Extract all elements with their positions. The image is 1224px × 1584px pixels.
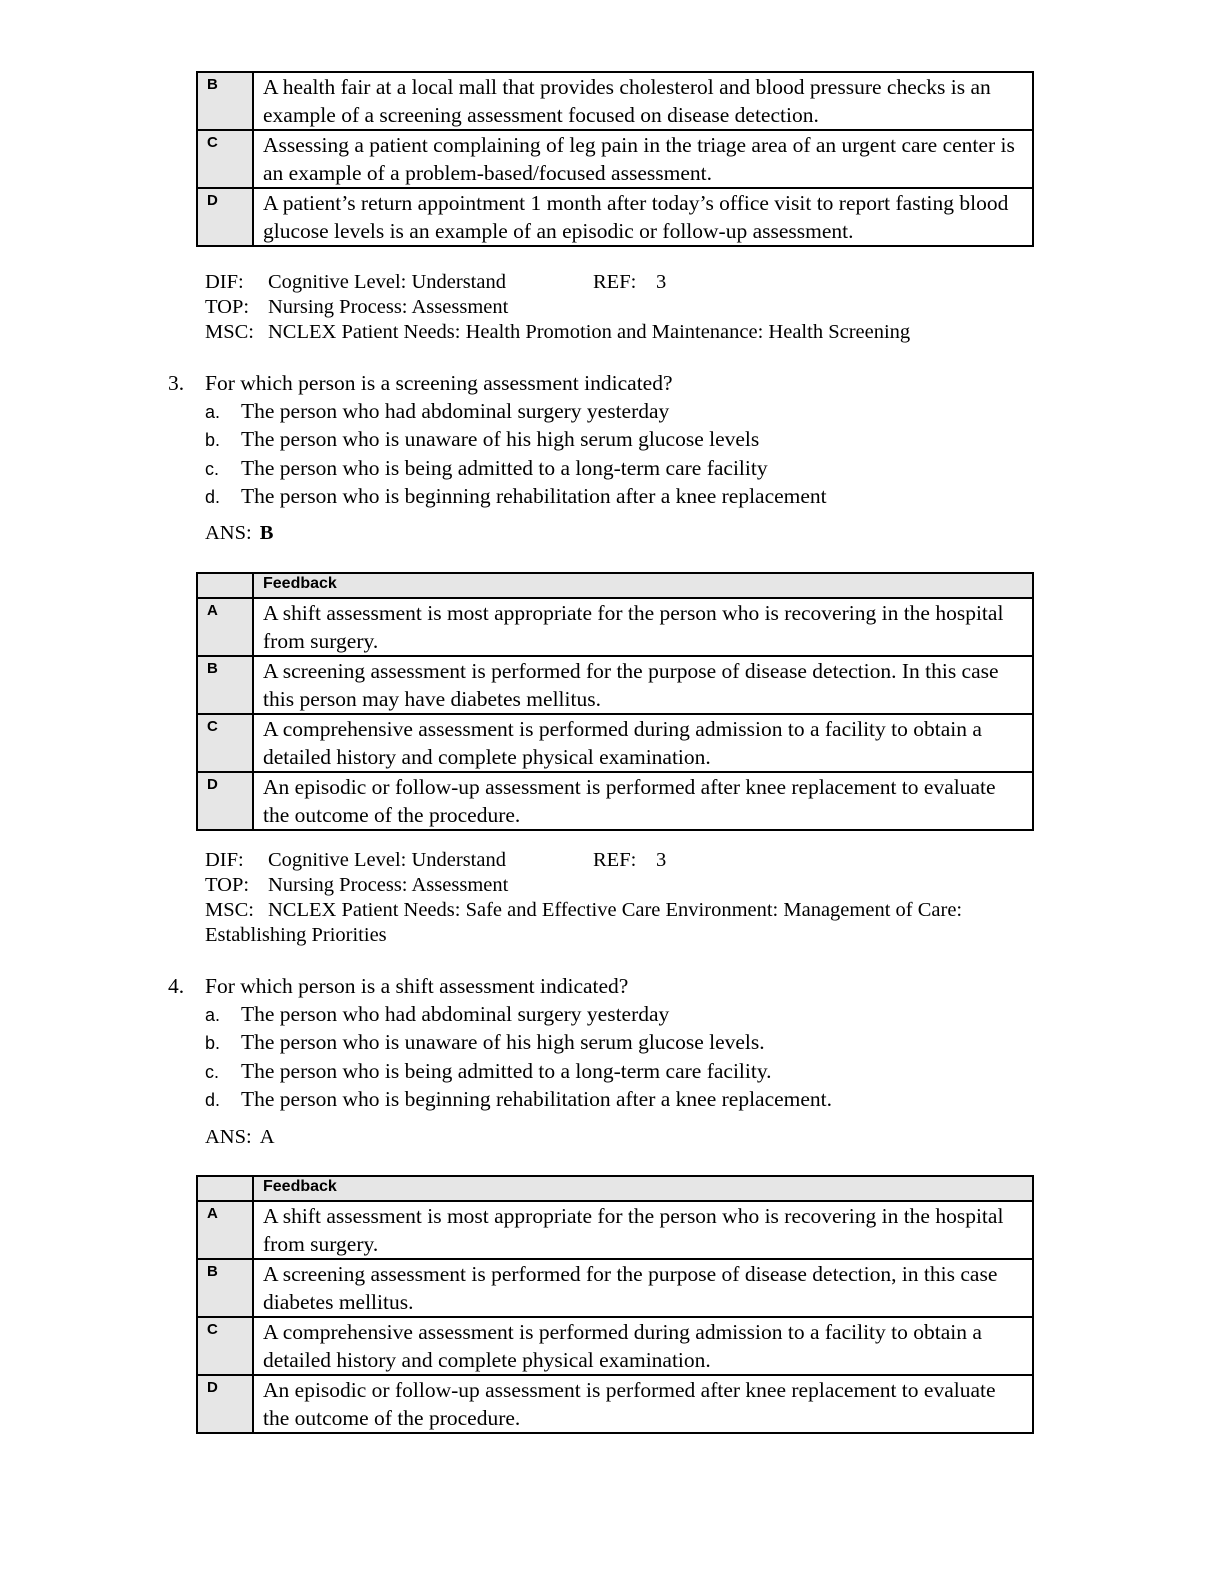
- feedback-header: Feedback: [253, 573, 1033, 598]
- feedback-row-b: [197, 1259, 1033, 1317]
- question-3: [168, 370, 827, 512]
- question-stem: [168, 973, 832, 1001]
- feedback-letter: A: [197, 1201, 253, 1259]
- option-c: [168, 1058, 832, 1087]
- feedback-letter: D: [197, 1375, 253, 1433]
- dif-line: [205, 848, 962, 873]
- msc-line-continued: [205, 923, 962, 948]
- feedback-header: Feedback: [253, 1176, 1033, 1201]
- option-text: The person who had abdominal surgery yesterday: [241, 398, 670, 423]
- feedback-text: A screening assessment is performed for the purpose of disease detection, in this case diabetes mellitus.: [253, 1259, 1033, 1317]
- option-letter: a.: [205, 401, 221, 422]
- feedback-row-d: [197, 1375, 1033, 1433]
- option-text: The person who is being admitted to a long-term care facility.: [241, 1058, 772, 1083]
- feedback-text: A comprehensive assessment is performed during admission to a facility to obtain a detailed history and complete physical examination.: [253, 714, 1033, 772]
- question-text: For which person is a screening assessment indicated?: [205, 371, 673, 395]
- feedback-header-row: [197, 1176, 1033, 1201]
- meta-block-q2: [205, 270, 910, 345]
- dif-label: DIF:: [205, 849, 244, 871]
- option-text: The person who is unaware of his high serum glucose levels.: [241, 1030, 765, 1054]
- feedback-text: An episodic or follow-up assessment is performed after knee replacement to evaluate the outcome of the procedure.: [253, 772, 1033, 830]
- dif-value: Cognitive Level: Understand: [268, 849, 506, 871]
- top-line: [205, 295, 910, 320]
- msc-value: NCLEX Patient Needs: Health Promotion and Maintenance: Health Screening: [268, 321, 911, 343]
- msc-label: MSC:: [205, 321, 254, 343]
- msc-value-continued: Establishing Priorities: [205, 924, 387, 946]
- feedback-letter: D: [197, 772, 253, 830]
- msc-line: [205, 320, 910, 345]
- option-c: [168, 455, 827, 484]
- feedback-row-a: [197, 1201, 1033, 1259]
- answer-label: ANS:: [205, 1126, 252, 1148]
- option-letter: c.: [205, 1061, 220, 1082]
- dif-value: Cognitive Level: Understand: [268, 271, 506, 293]
- feedback-text: Assessing a patient complaining of leg pain in the triage area of an urgent care center is an example of a problem-based/focused assessment.: [253, 130, 1033, 188]
- option-text: The person who is unaware of his high serum glucose levels: [241, 427, 760, 451]
- feedback-header-blank: [197, 573, 253, 598]
- feedback-row-c: [197, 714, 1033, 772]
- question-number: 3.: [168, 371, 185, 395]
- option-b: [168, 1029, 832, 1058]
- option-text: The person who is being admitted to a long-term care facility: [241, 455, 768, 480]
- option-letter: a.: [205, 1004, 221, 1025]
- option-text: The person who is beginning rehabilitation after a knee replacement.: [241, 1087, 833, 1111]
- msc-label: MSC:: [205, 899, 254, 921]
- feedback-row-b: [197, 656, 1033, 714]
- feedback-row-c: [197, 130, 1033, 188]
- feedback-table-q4: [196, 1175, 1034, 1434]
- answer-q3: [205, 522, 273, 545]
- top-label: TOP:: [205, 296, 250, 318]
- option-letter: d.: [205, 1090, 221, 1110]
- feedback-header-blank: [197, 1176, 253, 1201]
- feedback-letter: D: [197, 188, 253, 246]
- feedback-row-d: [197, 188, 1033, 246]
- question-stem: [168, 370, 827, 398]
- option-text: The person who had abdominal surgery yesterday: [241, 1001, 670, 1026]
- dif-label: DIF:: [205, 271, 244, 293]
- option-b: [168, 426, 827, 455]
- feedback-letter: B: [197, 1259, 253, 1317]
- answer-q4: [205, 1126, 275, 1149]
- option-letter: c.: [205, 458, 220, 479]
- msc-value: NCLEX Patient Needs: Safe and Effective Care Environment: Management of Care:: [268, 899, 963, 921]
- question-4: [168, 973, 832, 1115]
- feedback-table-q3: [196, 572, 1034, 831]
- question-number: 4.: [168, 974, 185, 998]
- feedback-row-c: [197, 1317, 1033, 1375]
- option-a: [168, 1001, 832, 1030]
- feedback-letter: C: [197, 1317, 253, 1375]
- feedback-text: A health fair at a local mall that provides cholesterol and blood pressure checks is an example of a screening assessment focused on disease detection.: [253, 72, 1033, 130]
- feedback-header-row: [197, 573, 1033, 598]
- answer-label: ANS:: [205, 522, 252, 544]
- msc-line: [205, 898, 962, 923]
- ref-value: 3: [656, 271, 667, 293]
- option-letter: b.: [205, 430, 221, 450]
- feedback-row-d: [197, 772, 1033, 830]
- ref-label: REF:: [593, 849, 637, 871]
- feedback-table-q2: [196, 71, 1034, 247]
- feedback-letter: B: [197, 656, 253, 714]
- option-d: [168, 483, 827, 512]
- dif-line: [205, 270, 910, 295]
- feedback-row-b: [197, 72, 1033, 130]
- feedback-text: A patient’s return appointment 1 month after today’s office visit to report fasting blood glucose levels is an example of an episodic or follow-up assessment.: [253, 188, 1033, 246]
- option-d: [168, 1086, 832, 1115]
- feedback-letter: A: [197, 598, 253, 656]
- feedback-text: A screening assessment is performed for the purpose of disease detection. In this case this person may have diabetes mellitus.: [253, 656, 1033, 714]
- answer-value: A: [259, 1126, 275, 1148]
- feedback-text: A comprehensive assessment is performed during admission to a facility to obtain a detailed history and complete physical examination.: [253, 1317, 1033, 1375]
- feedback-letter: B: [197, 72, 253, 130]
- option-letter: d.: [205, 487, 221, 507]
- option-letter: b.: [205, 1033, 221, 1053]
- option-a: [168, 398, 827, 427]
- feedback-letter: C: [197, 714, 253, 772]
- feedback-text: A shift assessment is most appropriate for the person who is recovering in the hospital from surgery.: [253, 1201, 1033, 1259]
- feedback-text: A shift assessment is most appropriate for the person who is recovering in the hospital from surgery.: [253, 598, 1033, 656]
- feedback-row-a: [197, 598, 1033, 656]
- meta-block-q3: [205, 848, 962, 948]
- top-label: TOP:: [205, 874, 250, 896]
- ref-label: REF:: [593, 271, 637, 293]
- option-text: The person who is beginning rehabilitation after a knee replacement: [241, 484, 827, 508]
- question-text: For which person is a shift assessment indicated?: [205, 974, 629, 998]
- feedback-letter: C: [197, 130, 253, 188]
- top-value: Nursing Process: Assessment: [268, 296, 509, 318]
- ref-value: 3: [656, 849, 667, 871]
- top-line: [205, 873, 962, 898]
- feedback-text: An episodic or follow-up assessment is performed after knee replacement to evaluate the outcome of the procedure.: [253, 1375, 1033, 1433]
- answer-value: B: [259, 522, 274, 544]
- top-value: Nursing Process: Assessment: [268, 874, 509, 896]
